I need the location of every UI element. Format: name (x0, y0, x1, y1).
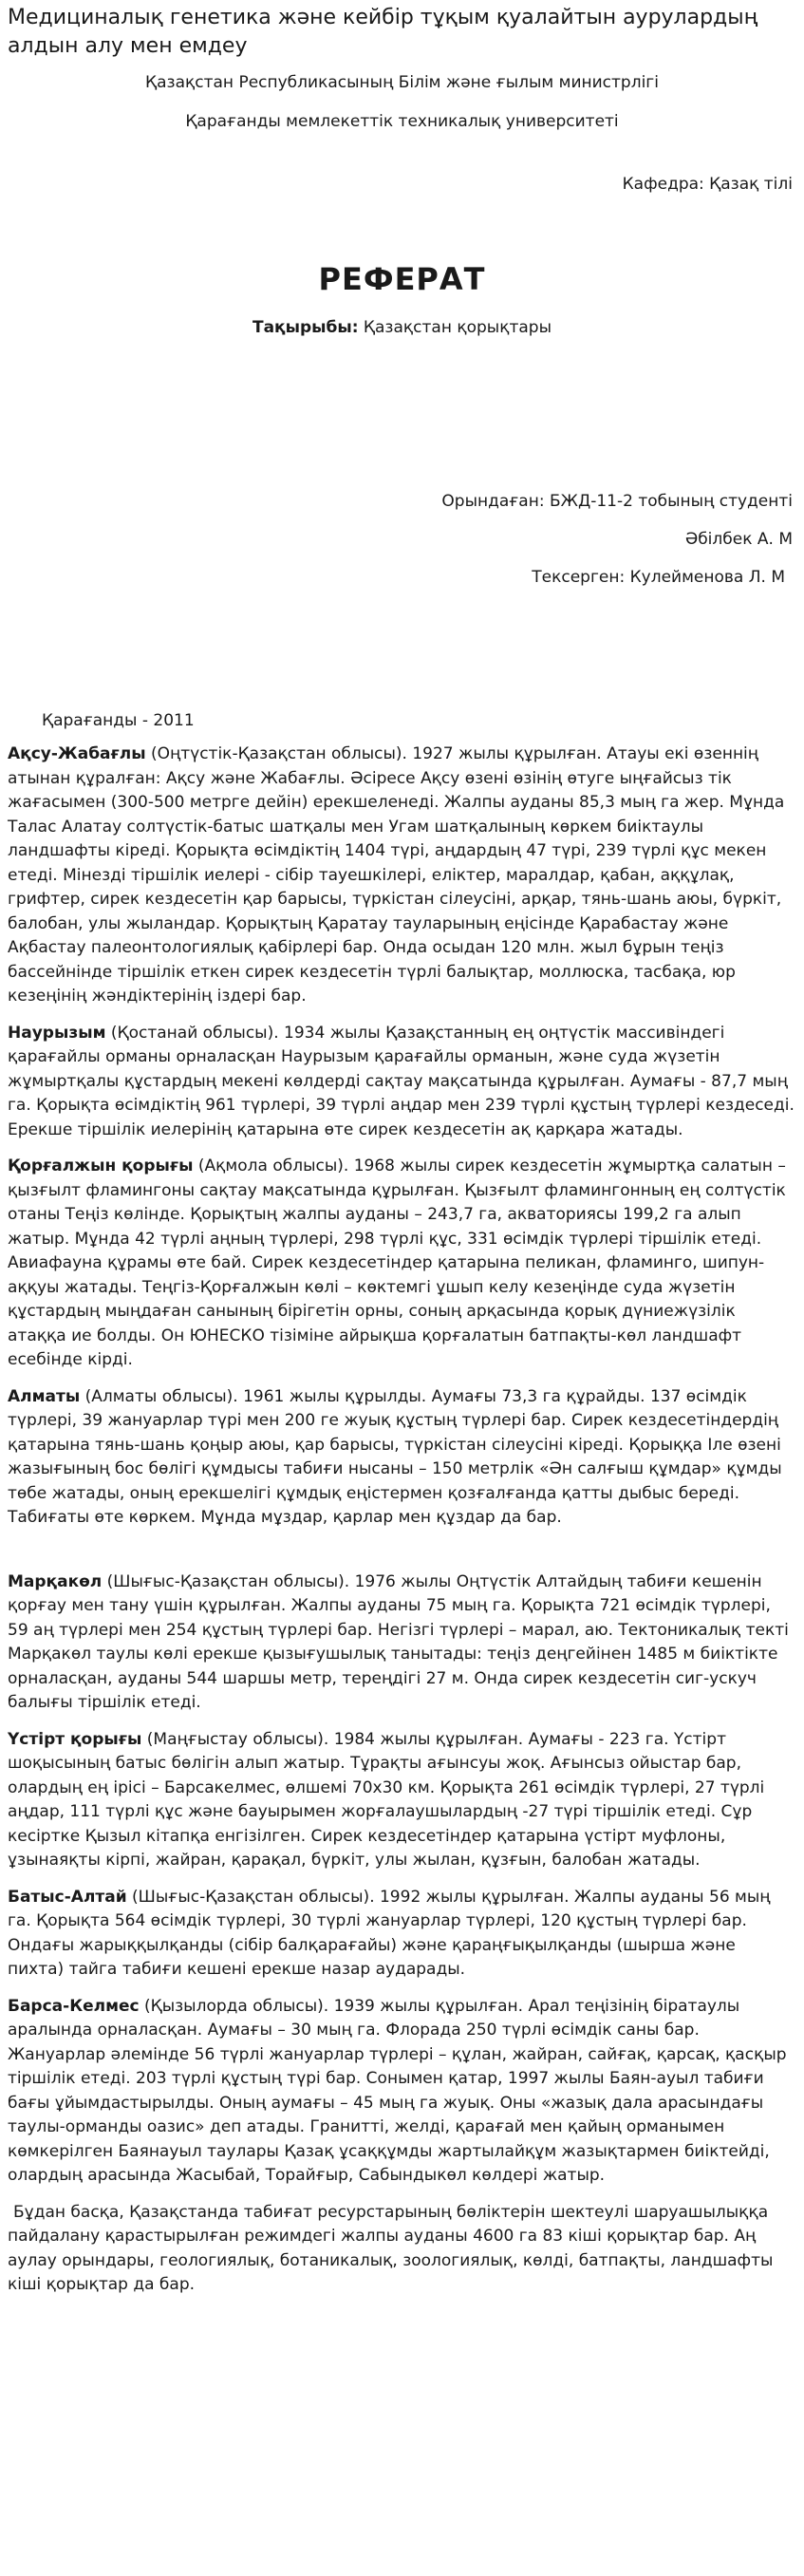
reserve-description: (Шығыс-Қазақстан облысы). 1992 жылы құрылған. Жалпы ауданы 56 мың га. Қорықта 564 өсімдік түрлері, 30 түрлі жануарлар түрлері, 120 құстың түрлері бар. Ондағы жарыққылқанды (сібір балқарағайы) және қараңғықылқанды (шырша және пихта) тайга табиғи кешені ерекше назар аударады. (8, 1887, 771, 1979)
performed-by-line: Орындаған: БЖД-11-2 тобының студенті (441, 492, 793, 511)
topic-label: Тақырыбы: (252, 318, 359, 337)
topic-value: Қазақстан қорықтары (358, 318, 552, 337)
reserve-paragraph (8, 1155, 795, 1373)
reserve-description: (Алматы облысы). 1961 жылы құрылды. Аумағы 73,3 га құрайды. 137 өсімдік түрлері, 39 жануарлар түрі мен 200 ге жуық құстың түрлері бар. Сирек кездесетіндердің қатарына тянь-шань қоңыр аюы, қар барысы, түркістан сілеусіні кіреді. Қорыққа Іле өзені жазығының бос бөлігі құмдысы табиғи нысаны – 150 метрлік «Ән салғыш құмдар» құмды төбе жатады, оның ерекшелігі құмдық еңістермен қозғалғанда қатты дыбыс береді. Табиғаты өте көркем. Мұнда мұздар, қарлар мен құздар да бар. (8, 1386, 782, 1527)
reserve-name: Үстірт қорығы (8, 1729, 142, 1749)
reserve-name: Наурызым (8, 1023, 106, 1043)
reserve-description: (Шығыс-Қазақстан облысы). 1976 жылы Оңтүстік Алтайдың табиғи кешенін қорғау мен тану үшін құрылған. Жалпы ауданы 75 мың га. Қорықта 721 өсімдік түрлері, 59 аң түрлері мен 254 құстың түрлері бар. Негізгі түрлері – марал, аю. Тектоникалық текті Марқакөл таулы көлі ерекше қызығушылық танытады: теңіз деңгейінен 1485 м биіктікте орналасқан, ауданы 544 шаршы метр, тереңдігі 27 м. Онда сирек кездесетін сиг-ускуч балығы тіршілік етеді. (8, 1571, 789, 1712)
ministry-line: Қазақстан Республикасының Білім және ғылым министрлігі (145, 73, 659, 92)
document-body (8, 743, 795, 2310)
reserve-description: (Маңғыстау облысы). 1984 жылы құрылған. Аумағы - 223 га. Үстірт шоқысының батыс бөлігін алып жатыр. Тұрақты ағынсуы жоқ. Ағынсыз ойыстар бар, олардың ең ірісі – Барсакелмес, өлшемі 70х30 км. Қорықта 261 өсімдік түрлері, 27 түрлі аңдар, 111 түрлі құс және бауырымен жорғалаушылардың -27 түрі тіршілік етеді. Сұр кесіртке Қызыл кітапқа енгізілген. Сирек кездесетіндер қатарына үстірт муфлоны, ұзынаяқты кірпі, жайран, қарақал, бүркіт, улы жылан, құзғын, балобан жатады. (8, 1729, 765, 1870)
reserve-description: (Қызылорда облысы). 1939 жылы құрылған. Арал теңізінің біратаулы аралында орналасқан. Аумағы – 30 мың га. Флорада 250 түрлі өсімдік саны бар. Жануарлар әлемінде 56 түрлі жануарлар түрлері – құлан, жайран, сайғақ, қарсақ, қасқыр тіршілік етеді. 203 түрлі құстың түрі бар. Сонымен қатар, 1997 жылы Баян-ауыл табиғи бағы ұйымдастырылды. Оның аумағы – 45 мың га жуық. Оны «жазық дала арасындағы таулы-орманды оазис» деп атады. Гранитті, желді, қарағай мен қайың орманымен көмкерілген Баянауыл таулары Қазақ ұсаққұмды жартылайқұм жазықтармен биіктейді, олардың арасында Жасыбай, Торайғыр, Сабындыкөл көлдері жатыр. (8, 1996, 787, 2185)
reserve-name: Барса-Келмес (8, 1996, 140, 2016)
closing-paragraph: Бұдан басқа, Қазақстанда табиғат ресурстарының бөліктерін шектеулі шаруашылыққа пайдалану қарастырылған режимдегі жалпы ауданы 4600 га 83 кіші қорықтар бар. Аң аулау орындары, геологиялық, ботаникалық, зоологиялық, көлді, батпақты, ландшафты кіші қорықтар да бар. (8, 2202, 774, 2294)
document-title: Медициналық генетика және кейбір тұқым қуалайтын аурулардың алдын алу мен емдеу (8, 6, 758, 58)
checked-by-line: Тексерген: Кулейменова Л. М (532, 568, 785, 587)
student-name-line: Әбілбек А. М (684, 530, 793, 549)
reserve-paragraph (8, 1886, 795, 1983)
reserve-paragraph (8, 1995, 795, 2189)
reserve-description: (Қостанай облысы). 1934 жылы Қазақстанның ең оңтүстік массивіндегі қарағайлы орманы орналасқан Наурызым қарағайлы орманын, және суда жүзетін жұмыртқалы құстардың мекені көлдерді сақтау мақсатында құрылған. Аумағы - 87,7 мың га. Қорықта өсімдіктің 961 түрлері, 39 түрлі аңдар мен 239 түрлі құстың түрлері кездеседі. Ерекше тіршілік иелерінің қатарына өте сирек кездесетін ақ қарқара жатады. (8, 1023, 795, 1139)
reserve-paragraph (8, 1022, 795, 1143)
reserve-description: (Оңтүстік-Қазақстан облысы). 1927 жылы құрылған. Атауы екі өзеннің атынан құралған: Ақсу және Жабағлы. Әсіресе Ақсу өзені өзінің өтуге ыңғайсыз тік жағасымен (300-500 метрге дейін) ерекшеленеді. Жалпы ауданы 85,3 мың га жер. Мұнда Талас Алатау солтүстік-батыс шатқалы мен Угам шатқалының көркем биіктаулы ландшафты кіреді. Қорықта өсімдіктің 1404 түрі, аңдардың 47 түрі, 239 түрлі құс мекен етеді. Мінезді тіршілік иелері - сібір тауешкілері, еліктер, маралдар, қабан, аққұлақ, грифтер, сирек кездесетін қар барысы, түркістан сілеусіні, арқар, тянь-шань аюы, бүркіт, балобан, улы жыландар. Қорықтың Қаратау тауларының еңісінде Қарабастау және Ақбастау палеонтологиялық қабірлері бар. Онда осыдан 120 млн. жыл бұрын теңіз бассейнінде тіршілік еткен сирек кездесетін түрлі балықтар, моллюска, тасбақа, юр кезеңінің жәндіктерінің іздері бар. (8, 744, 785, 1006)
document-type-heading: РЕФЕРАТ (318, 261, 486, 297)
reserve-description: (Ақмола облысы). 1968 жылы сирек кездесетін жұмыртқа салатын – қызғылт фламингоны сақтау мақсатында құрылған. Қызғылт фламингонның ең солтүстік отаны Теңіз көлінде. Қорықтың жалпы ауданы – 243,7 га, акваториясы 199,2 га алып жатыр. Мұнда 42 түрлі аңның түрлері, 298 түрлі құс, 331 өсімдік түрлері тіршілік етеді. Авиафауна құрамы өте бай. Сирек кездесетіндер қатарына пеликан, фламинго, шипун-аққуы жатады. Теңгіз-Қорғалжын көлі – көктемгі ұшып келу кезеңінде суда жүзетін құстардың мыңдаған санының бірігетін орны, соның арқасында қорық дүниежүзілік атаққа ие болды. Он ЮНЕСКО тізіміне айрықша қорғалатын батпақты-көл ландшафт есебінде кірді. (8, 1156, 786, 1369)
university-line: Қарағанды мемлекеттік техникалық университеті (185, 112, 619, 131)
city-year-line: Қарағанды - 2011 (42, 711, 195, 730)
reserve-name: Алматы (8, 1386, 81, 1406)
reserve-name: Ақсу-Жабағлы (8, 744, 146, 763)
department-line: Кафедра: Қазақ тілі (622, 175, 793, 194)
reserve-paragraph (8, 1728, 795, 1873)
reserve-paragraph (8, 743, 795, 1009)
reserve-paragraph (8, 1570, 795, 1716)
topic-line (0, 317, 804, 338)
reserve-name: Марқакөл (8, 1571, 103, 1591)
reserve-name: Қорғалжын қорығы (8, 1156, 194, 1175)
reserve-name: Батыс-Алтай (8, 1887, 127, 1907)
reserve-paragraph (8, 1385, 795, 1531)
